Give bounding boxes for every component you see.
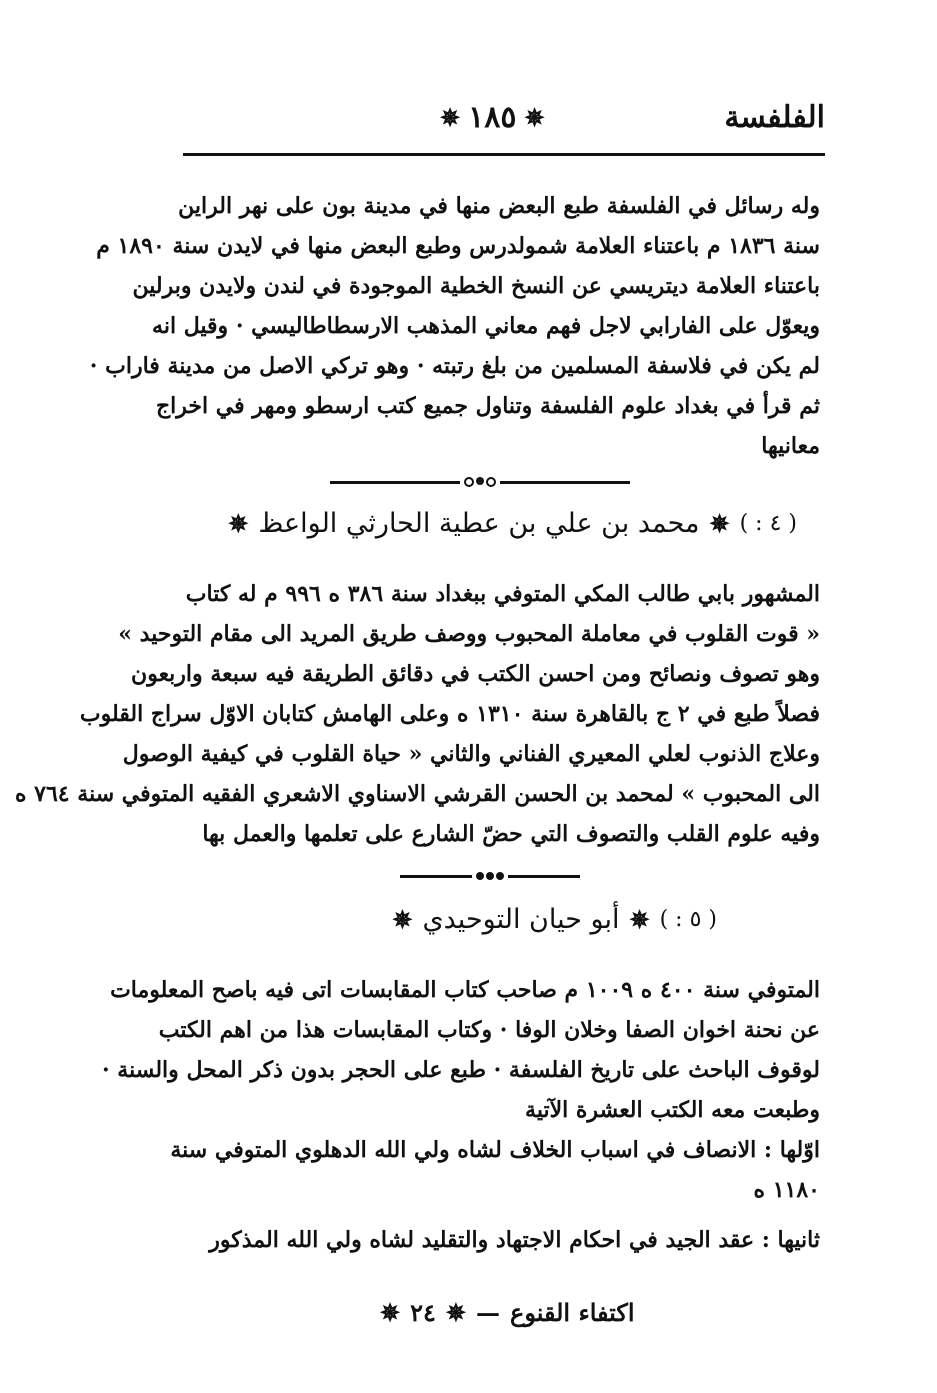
- header-rule: [183, 153, 825, 156]
- text-line: ويعوّل على الفارابي لاجل فهم معاني المذهب الارسطاطاليسي · وقيل انه: [152, 313, 820, 339]
- entry-heading: [392, 904, 717, 935]
- page-number: ١٨٥: [468, 100, 517, 135]
- page-number-group: [440, 100, 545, 135]
- signature-mark: [380, 1298, 635, 1327]
- intro-paragraph: [89, 186, 820, 466]
- text-line: عن نحنة اخوان الصفا وخلان الوفا · وكتاب المقابسات هذا من اهم الكتب: [158, 1017, 820, 1043]
- text-line: ثانيها : عقد الجيد في احكام الاجتهاد والتقليد لشاه ولي الله المذكور: [209, 1227, 820, 1253]
- text-line: وله رسائل في الفلسفة طبع البعض منها في مدينة بون على نهر الراين: [178, 193, 820, 219]
- text-line: وعلاج الذنوب لعلي المعيري الفناني والثاني « حياة القلوب في كيفية الوصول: [122, 741, 820, 767]
- footer-title: اكتفاء القنوع: [510, 1298, 635, 1327]
- text-line: المشهور بابي طالب المكي المتوفي ببغداد سنة ٣٨٦ ه ٩٩٦ م له كتاب: [185, 581, 820, 607]
- entry-number: ( ٤ : ): [739, 511, 797, 536]
- text-line: فصلاً طبع في ٢ ج بالقاهرة سنة ١٣١٠ ه وعلى الهامش كتابان الاوّل سراج القلوب: [79, 701, 820, 727]
- ornament-icon: ✵: [380, 1297, 401, 1327]
- text-line: المتوفي سنة ٤٠٠ ه ١٠٠٩ م صاحب كتاب المقابسات اتى فيه باصح المعلومات: [110, 977, 820, 1003]
- text-line: الى المحبوب » لمحمد بن الحسن القرشي الاسناوي الاشعري الفقيه المتوفي سنة ٧٦٤ ه: [14, 781, 820, 807]
- entry-heading: [228, 508, 797, 539]
- ornament-icon: ✵: [524, 102, 545, 132]
- ornament-icon: ✵: [445, 1297, 466, 1327]
- footer-dash: —: [476, 1298, 500, 1327]
- text-line: سنة ١٨٣٦ م باعتناء العلامة شمولدرس وطبع البعض منها في لايدن سنة ١٨٩٠ م: [96, 233, 820, 259]
- section-divider: [400, 870, 580, 882]
- text-line: وطبعت معه الكتب العشرة الآتية: [525, 1097, 820, 1123]
- entry-number: ( ٥ : ): [659, 907, 717, 932]
- text-line: وفيه علوم القلب والتصوف التي حضّ الشارع على تعلمها والعمل بها: [202, 821, 820, 847]
- text-line: وهو تصوف ونصائح ومن احسن الكتب في دقائق الطريقة فيه سبعة واربعون: [131, 661, 820, 687]
- text-line: « قوت القلوب في معاملة المحبوب ووصف طريق المريد الى مقام التوحيد »: [118, 621, 820, 647]
- text-line: معانيها: [761, 433, 820, 459]
- entry-body: [101, 970, 820, 1260]
- entry-title: محمد بن علي بن عطية الحارثي الواعظ: [258, 508, 700, 539]
- section-title: الفلفسة: [724, 100, 825, 135]
- ornament-icon: ✵: [392, 904, 413, 934]
- text-line: لم يكن في فلاسفة المسلمين من بلغ رتبته · وهو تركي الاصل من مدينة فاراب ·: [89, 353, 820, 379]
- ornament-icon: ✵: [629, 904, 650, 934]
- ornament-icon: ✵: [709, 508, 730, 538]
- ornament-icon: ✵: [440, 102, 461, 132]
- text-line: ١١٨٠ ه: [753, 1177, 820, 1203]
- running-header: [170, 96, 825, 146]
- text-line: لوقوف الباحث على تاريخ الفلسفة · طبع على الحجر بدون ذكر المحل والسنة ·: [101, 1057, 820, 1083]
- ornament-icon: ✵: [228, 508, 249, 538]
- entry-title: أبو حيان التوحيدي: [422, 904, 620, 935]
- text-line: ثم قرأ في بغداد علوم الفلسفة وتناول جميع كتب ارسطو ومهر في اخراج: [155, 393, 820, 419]
- signature-number: ٢٤: [410, 1298, 436, 1327]
- text-line: باعتناء العلامة ديتريسي عن النسخ الخطية الموجودة في لندن ولايدن وبرلين: [132, 273, 820, 299]
- entry-body: [14, 574, 820, 854]
- section-divider: [330, 476, 630, 488]
- text-line: اوّلها : الانصاف في اسباب الخلاف لشاه ولي الله الدهلوي المتوفي سنة: [170, 1137, 820, 1163]
